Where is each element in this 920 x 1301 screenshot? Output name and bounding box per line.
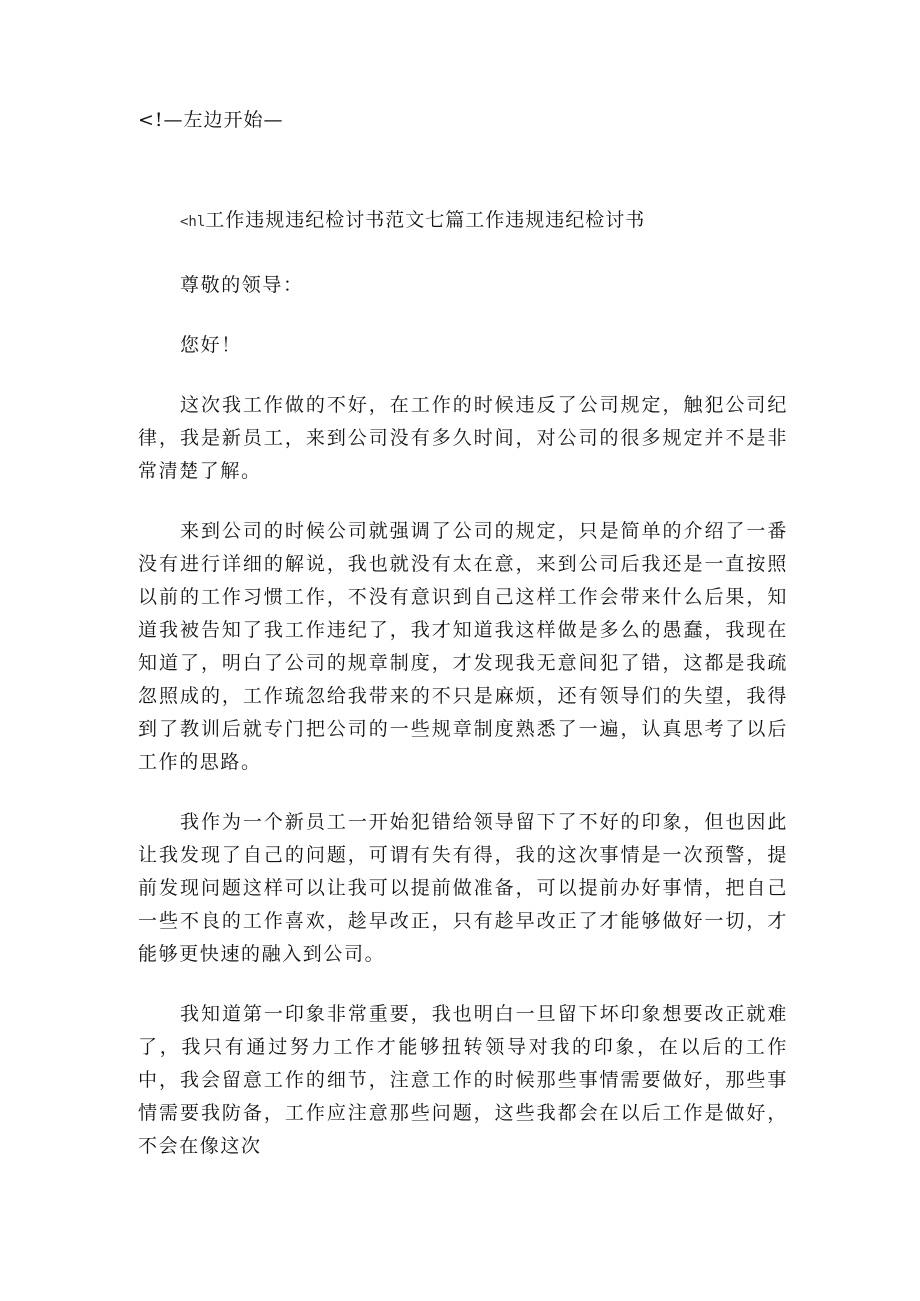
paragraph-4: 我知道第一印象非常重要，我也明白一旦留下坏印象想要改正就难了，我只有通过努力工作才能够扭转领导对我的印象，在以后的工作中，我会留意工作的细节，注意工作的时候那些事情需要做好，那些事情需要我防备，工作应注意那些问题，这些我都会在以后工作是做好，不会在像这次 — [138, 1003, 788, 1157]
paragraph-1: 这次我工作做的不好，在工作的时候违反了公司规定，触犯公司纪律，我是新员工，来到公司没有多久时间，对公司的很多规定并不是非常清楚了解。 — [138, 394, 788, 482]
title-tag-text: <hl — [180, 214, 206, 230]
greeting: 您好！ — [180, 334, 242, 356]
paragraph-3: 我作为一个新员工一开始犯错给领导留下了不好的印象，但也因此让我发现了自己的问题，可谓有失有得，我的这次事情是一次预警，提前发现问题这样可以让我可以提前做准备，可以提前办好事情，把自己一些不良的工作喜欢，趁早改正，只有趁早改正了才能够做好一切，才能够更快速的融入到公司。 — [138, 811, 788, 965]
title-text: 工作违规违纪检讨书范文七篇工作违规违纪检讨书 — [205, 209, 646, 231]
paragraph-2: 来到公司的时候公司就强调了公司的规定，只是简单的介绍了一番没有进行详细的解说，我也就没有太在意，来到公司后我还是一直按照以前的工作习惯工作，不没有意识到自己这样工作会带来什么后果，知道我被告知了我工作违纪了，我才知道我这样做是多么的愚蠢，我现在知道了，明白了公司的规章制度，才发现我无意间犯了错，这都是我疏忽照成的，工作琉忽给我带来的不只是麻烦，还有领导们的失望，我得到了教训后就专门把公司的一些规章制度熟悉了一遍，认真思考了以后工作的思路。 — [138, 520, 788, 773]
html-comment-text: <!—左边开始— — [138, 109, 284, 131]
salutation: 尊敬的领导： — [180, 274, 304, 296]
document-title — [138, 200, 788, 242]
document-body — [138, 200, 788, 1190]
